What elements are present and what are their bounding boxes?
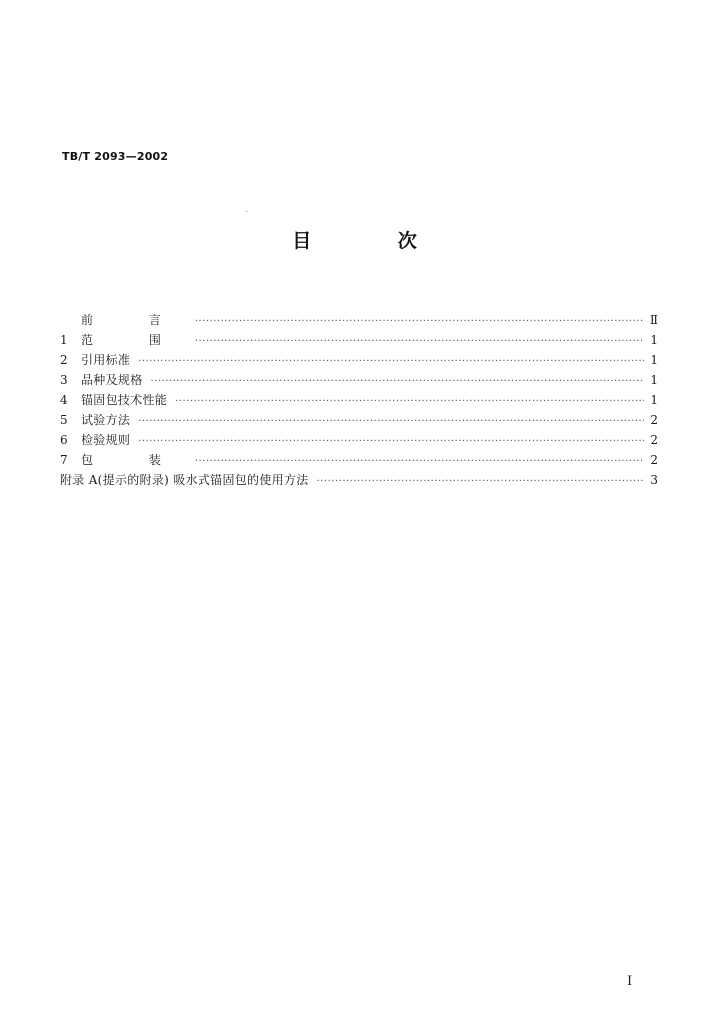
- scan-speck: [246, 211, 248, 212]
- toc-entry-page: 2: [650, 453, 658, 467]
- toc-entry-inspection-rules[interactable]: [60, 430, 658, 450]
- toc-entry-label: 锚固包技术性能: [81, 393, 168, 407]
- standard-code: TB/T 2093—2002: [62, 150, 169, 163]
- toc-entry-label: 试验方法: [81, 413, 131, 427]
- toc-entry-page: 3: [650, 473, 658, 487]
- toc-dot-leader: [195, 332, 644, 352]
- toc-entry-technical-performance[interactable]: [60, 390, 658, 410]
- toc-entry-page: 2: [650, 433, 658, 447]
- toc-entry-normative-references[interactable]: [60, 350, 658, 370]
- toc-entry-page: 1: [650, 393, 658, 407]
- table-of-contents: [60, 310, 658, 490]
- toc-entry-label: 检验规则: [81, 433, 131, 447]
- toc-entry-label: 附录 A(提示的附录) 吸水式锚固包的使用方法: [60, 473, 309, 487]
- toc-dot-leader: [195, 312, 644, 332]
- toc-entry-page: 1: [650, 373, 658, 387]
- toc-entry-scope[interactable]: [60, 330, 658, 350]
- toc-entry-number: 2: [60, 353, 68, 367]
- toc-entry-label: 范 围: [81, 333, 187, 347]
- toc-dot-leader: [138, 352, 644, 372]
- toc-entry-foreword[interactable]: [60, 310, 658, 330]
- toc-dot-leader: [138, 432, 644, 452]
- toc-entry-number: 3: [60, 373, 68, 387]
- toc-entry-number: 7: [60, 453, 68, 467]
- toc-dot-leader: [138, 412, 644, 432]
- toc-entry-test-methods[interactable]: [60, 410, 658, 430]
- page-number: Ⅰ: [627, 974, 633, 989]
- toc-entry-page: 2: [650, 413, 658, 427]
- toc-dot-leader: [195, 452, 644, 472]
- toc-entry-label: 包 装: [81, 453, 187, 467]
- toc-entry-page: 1: [650, 333, 658, 347]
- toc-entry-types-and-specifications[interactable]: [60, 370, 658, 390]
- toc-entry-page: 1: [650, 353, 658, 367]
- toc-dot-leader: [317, 472, 644, 492]
- toc-entry-label: 品种及规格: [81, 373, 143, 387]
- toc-entry-number: 1: [60, 333, 68, 347]
- toc-dot-leader: [151, 372, 644, 392]
- toc-entry-label: 引用标准: [81, 353, 131, 367]
- toc-entry-packaging[interactable]: [60, 450, 658, 470]
- toc-dot-leader: [175, 392, 644, 412]
- toc-entry-appendix-a[interactable]: [60, 470, 658, 490]
- toc-entry-page: Ⅱ: [649, 313, 658, 327]
- toc-entry-number: 5: [60, 413, 68, 427]
- toc-entry-label: 前 言: [81, 313, 187, 327]
- toc-entry-number: 6: [60, 433, 68, 447]
- toc-entry-number: 4: [60, 393, 68, 407]
- toc-title: 目 次: [292, 230, 457, 252]
